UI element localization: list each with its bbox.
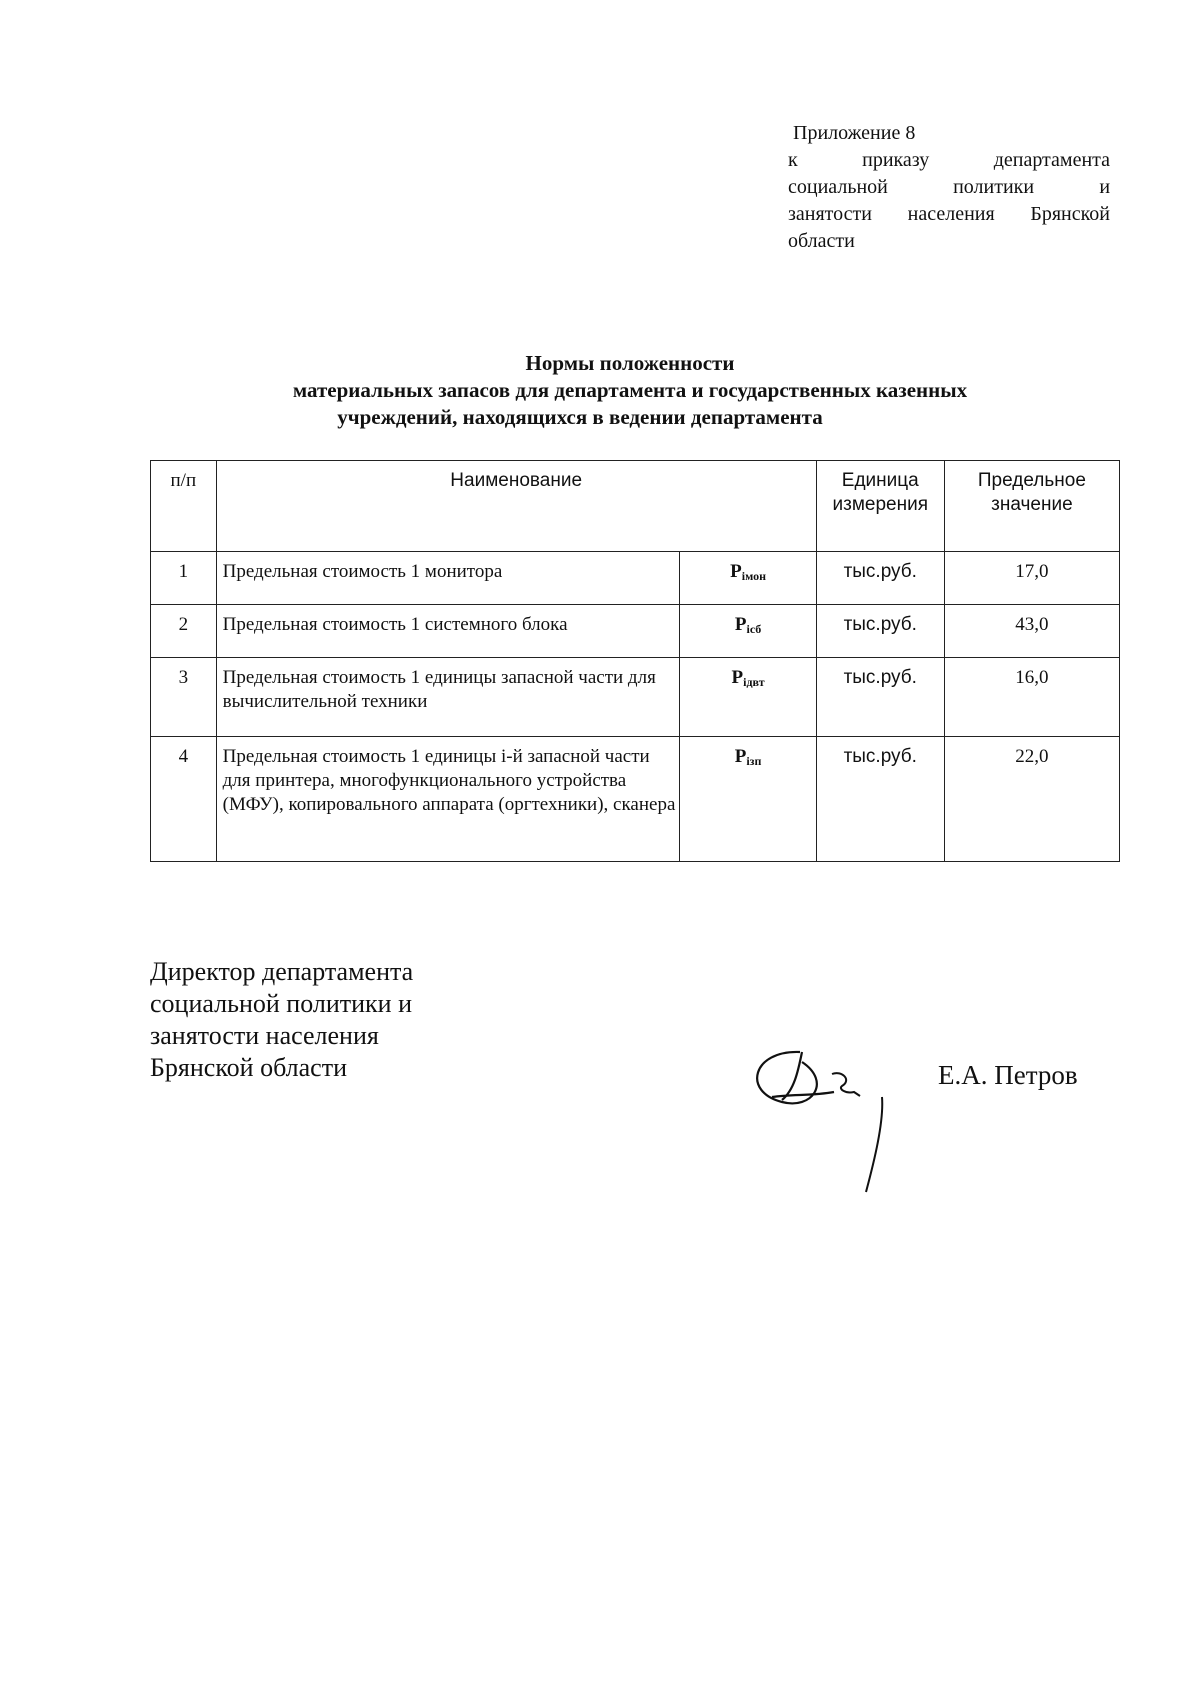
appendix-line-4 <box>788 201 1110 228</box>
table-row <box>151 658 1120 737</box>
appendix-line-5: области <box>788 230 855 252</box>
row-number: 1 <box>151 552 217 605</box>
header-name: Наименование <box>216 461 816 552</box>
row-value: 43,0 <box>944 605 1119 658</box>
appendix-line-2 <box>788 147 1110 174</box>
appendix-header <box>788 120 1110 255</box>
signatory-name: Е.А. Петров <box>938 1060 1078 1090</box>
row-name: Предельная стоимость 1 системного блока <box>216 605 680 658</box>
row-unit: тыс.руб. <box>816 658 944 737</box>
header-unit: Единица измерения <box>816 461 944 552</box>
symbol-main: P <box>734 746 747 767</box>
symbol-subscript: iзп <box>746 754 762 768</box>
symbol-subscript: iдвт <box>743 675 765 689</box>
table-row <box>151 737 1120 862</box>
header-num: п/п <box>151 461 217 552</box>
appendix-word: приказу <box>862 149 930 171</box>
table-header-row <box>151 461 1120 552</box>
row-symbol <box>680 658 816 737</box>
row-number: 2 <box>151 605 217 658</box>
appendix-word: Брянской <box>1030 203 1111 225</box>
norms-table <box>150 460 1120 862</box>
row-symbol <box>680 552 816 605</box>
symbol-subscript: icб <box>746 622 762 636</box>
row-value: 17,0 <box>944 552 1119 605</box>
signatory-line-2: социальной политики и <box>150 989 412 1018</box>
symbol-subscript: iмон <box>741 569 766 583</box>
row-name: Предельная стоимость 1 единицы запасной части для вычислительной техники <box>216 658 680 737</box>
row-unit: тыс.руб. <box>816 605 944 658</box>
appendix-line-3 <box>788 174 1110 201</box>
symbol-main: P <box>730 561 742 582</box>
document-title <box>150 350 1110 431</box>
row-name: Предельная стоимость 1 единицы i-й запасной части для принтера, многофункционального устройства (МФУ), копировального аппарата (оргтехники), сканера <box>216 737 680 862</box>
appendix-word: политики <box>953 176 1035 198</box>
appendix-word: к <box>788 149 798 171</box>
table-row <box>151 605 1120 658</box>
appendix-word: занятости <box>788 203 872 225</box>
appendix-word: департамента <box>993 149 1111 171</box>
appendix-word: населения <box>907 203 995 225</box>
row-value: 16,0 <box>944 658 1119 737</box>
appendix-word: и <box>1099 176 1111 198</box>
row-number: 3 <box>151 658 217 737</box>
title-line-1: Нормы положенности <box>525 351 735 375</box>
signatory-block <box>150 956 413 1084</box>
row-value: 22,0 <box>944 737 1119 862</box>
title-line-3: учреждений, находящихся в ведении департамента <box>337 405 823 429</box>
row-symbol <box>680 737 816 862</box>
appendix-number: Приложение 8 <box>793 122 916 144</box>
row-name: Предельная стоимость 1 монитора <box>216 552 680 605</box>
signatory-line-1: Директор департамента <box>150 957 414 986</box>
row-unit: тыс.руб. <box>816 552 944 605</box>
row-number: 4 <box>151 737 217 862</box>
symbol-main: P <box>731 667 744 688</box>
row-unit: тыс.руб. <box>816 737 944 862</box>
signatory-line-4: Брянской области <box>150 1053 347 1082</box>
header-value: Предельное значение <box>944 461 1119 552</box>
handwritten-signature <box>742 1022 922 1202</box>
row-symbol <box>680 605 816 658</box>
symbol-main: P <box>734 614 747 635</box>
appendix-word: социальной <box>788 176 888 198</box>
title-line-2: материальных запасов для департамента и государственных казенных <box>292 378 968 402</box>
signatory-line-3: занятости населения <box>150 1021 379 1050</box>
table-row <box>151 552 1120 605</box>
